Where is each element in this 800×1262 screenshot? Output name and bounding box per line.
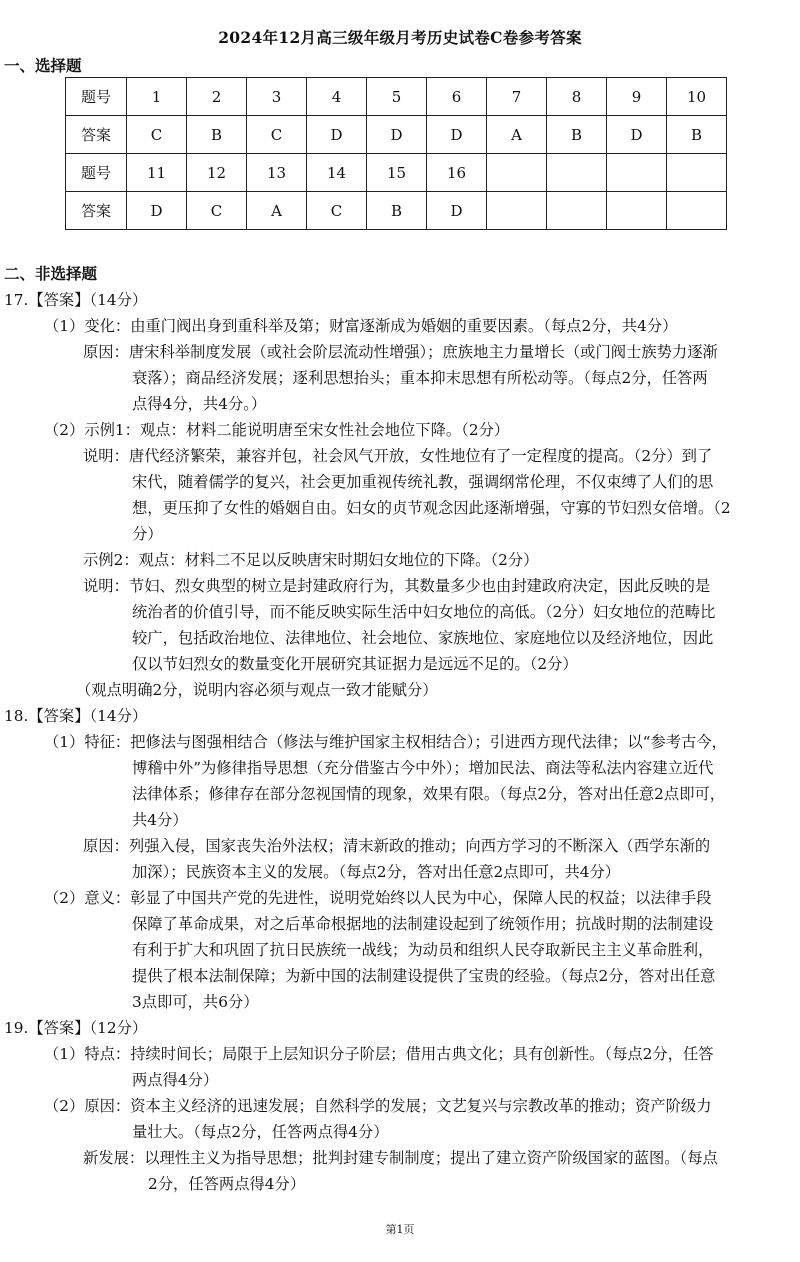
answer-text-line: 说明：节妇、烈女典型的树立是封建政府行为，其数量多少也由封建政府决定，因此反映的是 xyxy=(83,577,711,595)
answer-text-line: 共4分） xyxy=(132,811,188,829)
answer-text-line: 原因：唐宋科举制度发展（或社会阶层流动性增强）；庶族地主力量增长（或门阀士族势力逐渐 xyxy=(83,343,718,361)
answer-text-line: 加深）；民族资本主义的发展。（每点2分，答对出任意2点即可，共4分） xyxy=(132,863,621,881)
table-cell: C xyxy=(247,116,307,154)
table-cell: C xyxy=(187,192,247,230)
table-cell: 8 xyxy=(547,78,607,116)
table-row xyxy=(66,192,727,230)
answer-table xyxy=(65,77,727,230)
table-row xyxy=(66,116,727,154)
table-cell xyxy=(487,192,547,230)
row-header-cell: 答案 xyxy=(66,192,127,230)
answer-text-line: 保障了革命成果，对之后革命根据地的法制建设起到了统领作用；抗战时期的法制建设 xyxy=(132,915,714,933)
answer-text-line: 法律体系；修律存在部分忽视国情的现象，效果有限。（每点2分，答对出任意2点即可， xyxy=(132,785,726,803)
section-heading-choice: 一、选择题 xyxy=(4,56,82,75)
table-cell: 6 xyxy=(427,78,487,116)
answer-text-line: 新发展：以理性主义为指导思想；批判封建专制制度；提出了建立资产阶级国家的蓝图。（每点 xyxy=(83,1149,718,1167)
table-cell xyxy=(547,154,607,192)
answer-text-line: 17.【答案】（14分） xyxy=(4,291,148,309)
answer-text-line: 衰落）；商品经济发展；逐利思想抬头；重本抑末思想有所松动等。（每点2分，任答两 xyxy=(132,369,708,387)
row-header-cell: 题号 xyxy=(66,78,127,116)
answer-text-line: 2分，任答两点得4分） xyxy=(148,1175,306,1193)
table-cell: C xyxy=(127,116,187,154)
answer-text-line: 19.【答案】（12分） xyxy=(4,1019,148,1037)
table-cell: 9 xyxy=(607,78,667,116)
table-cell xyxy=(607,154,667,192)
answer-text-line: 有利于扩大和巩固了抗日民族统一战线；为动员和组织人民夺取新民主主义革命胜利， xyxy=(132,941,714,959)
answer-text-line: （1）变化：由重门阀出身到重科举及第；财富逐渐成为婚姻的重要因素。（每点2分，共4分） xyxy=(44,317,678,335)
page-title: 2024年12月高三级年级月考历史试卷C卷参考答案 xyxy=(218,28,582,47)
table-cell: 15 xyxy=(367,154,427,192)
answer-text-line: 说明：唐代经济繁荣，兼容并包，社会风气开放，女性地位有了一定程度的提高。（2分）到了 xyxy=(83,447,713,465)
table-cell: 5 xyxy=(367,78,427,116)
table-cell: 10 xyxy=(667,78,727,116)
answer-text-line: 想，更压抑了女性的婚姻自由。妇女的贞节观念因此逐渐增强，守寡的节妇烈女倍增。（2 xyxy=(132,499,731,517)
answer-text-line: （2）意义：彰显了中国共产党的先进性，说明党始终以人民为中心，保障人民的权益；以法律手段 xyxy=(44,889,712,907)
table-cell: D xyxy=(127,192,187,230)
table-cell: D xyxy=(427,116,487,154)
table-cell: 1 xyxy=(127,78,187,116)
answer-text-line: （1）特点：持续时间长；局限于上层知识分子阶层；借用古典文化；具有创新性。（每点2分，任答 xyxy=(44,1045,714,1063)
table-cell xyxy=(487,154,547,192)
table-cell: C xyxy=(307,192,367,230)
answer-text-line: 量壮大。（每点2分，任答两点得4分） xyxy=(132,1123,389,1141)
answer-text-line: （1）特征：把修法与图强相结合（修法与维护国家主权相结合）；引进西方现代法律；以“参考古今， xyxy=(44,733,727,751)
answer-text-line: 统治者的价值引导，而不能反映实际生活中妇女地位的高低。（2分）妇女地位的范畴比 xyxy=(132,603,716,621)
table-cell: 16 xyxy=(427,154,487,192)
table-row xyxy=(66,78,727,116)
answer-text-line: 原因：列强入侵，国家丧失治外法权；清末新政的推动；向西方学习的不断深入（西学东渐的 xyxy=(83,837,711,855)
row-header-cell: 题号 xyxy=(66,154,127,192)
table-cell: D xyxy=(607,116,667,154)
table-cell: D xyxy=(367,116,427,154)
table-cell: 12 xyxy=(187,154,247,192)
table-cell: B xyxy=(367,192,427,230)
row-header-cell: 答案 xyxy=(66,116,127,154)
answer-text-line: 宋代，随着儒学的复兴，社会更加重视传统礼教，强调纲常伦理，不仅束缚了人们的思 xyxy=(132,473,714,491)
section-heading-nonchoice: 二、非选择题 xyxy=(4,264,98,283)
table-cell: 14 xyxy=(307,154,367,192)
answer-text-line: 18.【答案】（14分） xyxy=(4,707,148,725)
answer-text-line: 仅以节妇烈女的数量变化开展研究其证据力是远远不足的。（2分） xyxy=(132,655,578,673)
table-cell: 4 xyxy=(307,78,367,116)
answer-text-line: 分） xyxy=(132,525,163,543)
table-cell: 13 xyxy=(247,154,307,192)
table-cell xyxy=(547,192,607,230)
answer-text-line: 3点即可，共6分） xyxy=(132,993,259,1011)
answer-text-line: （2）原因：资本主义经济的迅速发展；自然科学的发展；文艺复兴与宗教改革的推动；资产阶级力 xyxy=(44,1097,712,1115)
answer-text-line: 较广，包括政治地位、法律地位、社会地位、家族地位、家庭地位以及经济地位，因此 xyxy=(132,629,714,647)
table-cell: B xyxy=(667,116,727,154)
table-cell xyxy=(607,192,667,230)
table-cell xyxy=(667,192,727,230)
table-cell: D xyxy=(307,116,367,154)
table-cell: 2 xyxy=(187,78,247,116)
table-cell: 11 xyxy=(127,154,187,192)
table-cell: 7 xyxy=(487,78,547,116)
answer-text-line: 点得4分，共4分。） xyxy=(132,395,267,413)
table-cell: 3 xyxy=(247,78,307,116)
page-number: 第1页 xyxy=(385,1223,415,1236)
answer-text-line: 提供了根本法制保障；为新中国的法制建设提供了宝贵的经验。（每点2分，答对出任意 xyxy=(132,967,716,985)
answer-text-line: 示例2：观点：材料二不足以反映唐宋时期妇女地位的下降。（2分） xyxy=(83,551,539,569)
answer-text-line: 两点得4分） xyxy=(132,1071,219,1089)
table-cell: A xyxy=(487,116,547,154)
answer-text-line: （2）示例1：观点：材料二能说明唐至宋女性社会地位下降。（2分） xyxy=(44,421,510,439)
answer-text-line: 博稽中外”为修律指导思想（充分借鉴古今中外）；增加民法、商法等私法内容建立近代 xyxy=(132,759,714,777)
table-cell: B xyxy=(547,116,607,154)
table-cell: D xyxy=(427,192,487,230)
table-cell: B xyxy=(187,116,247,154)
table-cell: A xyxy=(247,192,307,230)
table-cell xyxy=(667,154,727,192)
answer-text-line: （观点明确2分，说明内容必须与观点一致才能赋分） xyxy=(76,681,438,699)
table-row xyxy=(66,154,727,192)
